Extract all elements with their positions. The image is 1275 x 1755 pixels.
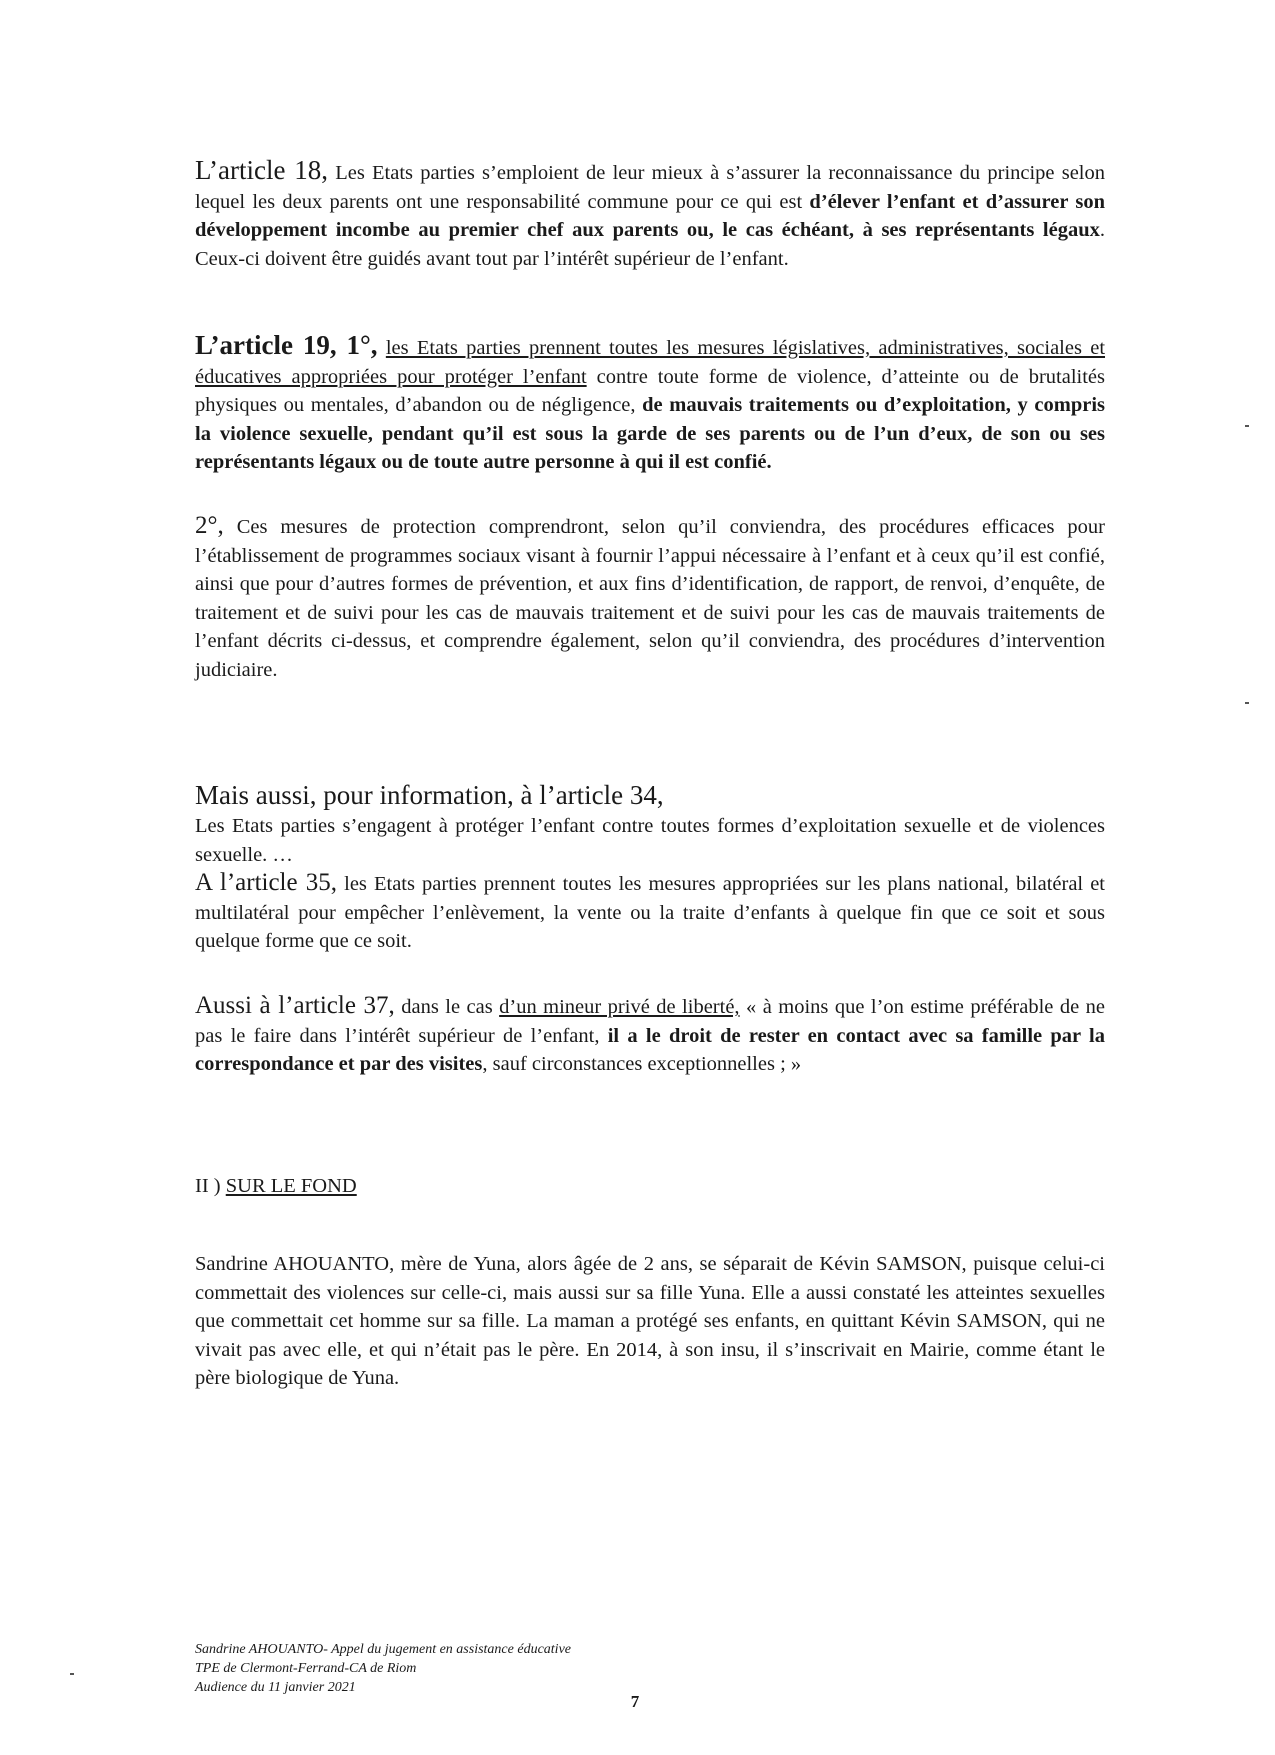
article-18-text-2: . Ceux-ci doivent être guidés avant tout par l’intérêt supérieur de l’enfant. <box>195 219 1105 270</box>
article-35-heading: A l’article 35, <box>195 869 338 896</box>
article-37-underlined-text: d’un mineur privé de liberté, <box>499 996 740 1018</box>
article-34-text: Les Etats parties s’engagent à protéger l’enfant contre toutes formes d’exploitation sexuelle et de violences sexuelle. … <box>195 815 1105 866</box>
article-18-text-1: Les Etats parties s’emploient de leur mieux à s’assurer la reconnaissance du principe selon lequel les deux parents ont une responsabilité commune pour ce qui est <box>195 162 1105 213</box>
facts-text: Sandrine AHOUANTO, mère de Yuna, alors âgée de 2 ans, se séparait de Kévin SAMSON, puisque celui-ci commettait des violences sur celle-ci, mais aussi sur sa fille Yuna. Elle a aussi constaté les atteintes sexuelles que commettait cet homme sur sa fille. La maman a protégé ses enfants, en quittant Kévin SAMSON, qui ne vivait pas avec elle, et qui n’était pas le père. En 2014, à son insu, il s’inscrivait en Mairie, comme étant le père biologique de Yuna. <box>195 1253 1105 1389</box>
article-37-text-2: « à moins que l’on estime préférable de ne pas le faire dans l’intérêt supérieur de l’enfant, <box>195 996 1105 1047</box>
article-35-text: les Etats parties prennent toutes les mesures appropriées sur les plans national, bilatéral et multilatéral pour empêcher l’enlèvement, la vente ou la traite d’enfants à quelque fin que ce soit et sous quelque forme que ce soit. <box>195 873 1106 952</box>
page-number: 7 <box>630 1692 640 1711</box>
article-34-heading: Mais aussi, pour information, à l’article 34, <box>195 780 664 810</box>
article-19-bold-text: de mauvais traitements ou d’exploitation, y compris la violence sexuelle, pendant qu’il est sous la garde de ses parents ou de l’un d’eux, de son ou ses représentants légaux ou de toute autre personne à qui il est confié. <box>195 394 1105 473</box>
article-19-underlined-text: les Etats parties prennent toutes les mesures législatives, administratives, sociales et éducatives appropriées pour protéger l’enfant <box>195 337 1106 388</box>
scan-speck <box>70 1673 74 1675</box>
article-19-point-2-heading: 2°, <box>195 512 224 539</box>
section-number: II ) <box>195 1175 226 1197</box>
article-19-heading: L’article 19, 1°, <box>195 330 378 360</box>
article-18-heading: L’article 18, <box>195 155 329 185</box>
article-19-paragraph <box>195 331 1105 477</box>
article-18-paragraph <box>195 156 1105 273</box>
footer-line-2: TPE de Clermont-Ferrand-CA de Riom <box>195 1661 417 1676</box>
article-37-paragraph <box>195 992 1105 1079</box>
article-37-heading: Aussi à l’article 37, <box>195 992 395 1019</box>
article-37-bold-text: il a le droit de rester en contact avec sa famille par la correspondance et par des visites <box>195 1024 1105 1075</box>
article-37-text-3: , sauf circonstances exceptionnelles ; » <box>482 1053 802 1075</box>
footer-line-1: Sandrine AHOUANTO- Appel du jugement en assistance éducative <box>195 1642 571 1657</box>
page-footer <box>195 1640 695 1697</box>
article-19-text-1: contre toute forme de violence, d’atteinte ou de brutalités physiques ou mentales, d’abandon ou de négligence, <box>195 365 1105 416</box>
footer-line-3: Audience du 11 janvier 2021 <box>195 1680 356 1695</box>
article-37-text-1: dans le cas <box>394 996 500 1018</box>
article-34-35-paragraph <box>195 778 1105 956</box>
article-19-point-2-text: Ces mesures de protection comprendront, selon qu’il conviendra, des procédures efficaces pour l’établissement de programmes sociaux visant à fournir l’appui nécessaire à l’enfant et à ceux qu’il est confié, ainsi que pour d’autres formes de prévention, et aux fins d’identification, de rapport, de renvoi, d’enquête, de traitement et de suivi pour les cas de mauvais traitement et de suivi pour les cas de mauvais traitements de l’enfant décrits ci-dessus, et comprendre également, selon qu’il conviendra, des procédures d’intervention judiciaire. <box>195 516 1105 681</box>
article-19-point-2-paragraph <box>195 512 1105 684</box>
scan-speck <box>1245 702 1249 704</box>
scan-speck <box>1245 425 1249 427</box>
section-heading <box>195 1172 1105 1201</box>
section-title: SUR LE FOND <box>225 1175 357 1197</box>
facts-paragraph <box>195 1250 1105 1393</box>
article-18-bold-text: d’élever l’enfant et d’assurer son développement incombe au premier chef aux parents ou, le cas échéant, à ses représentants légaux <box>195 190 1105 241</box>
